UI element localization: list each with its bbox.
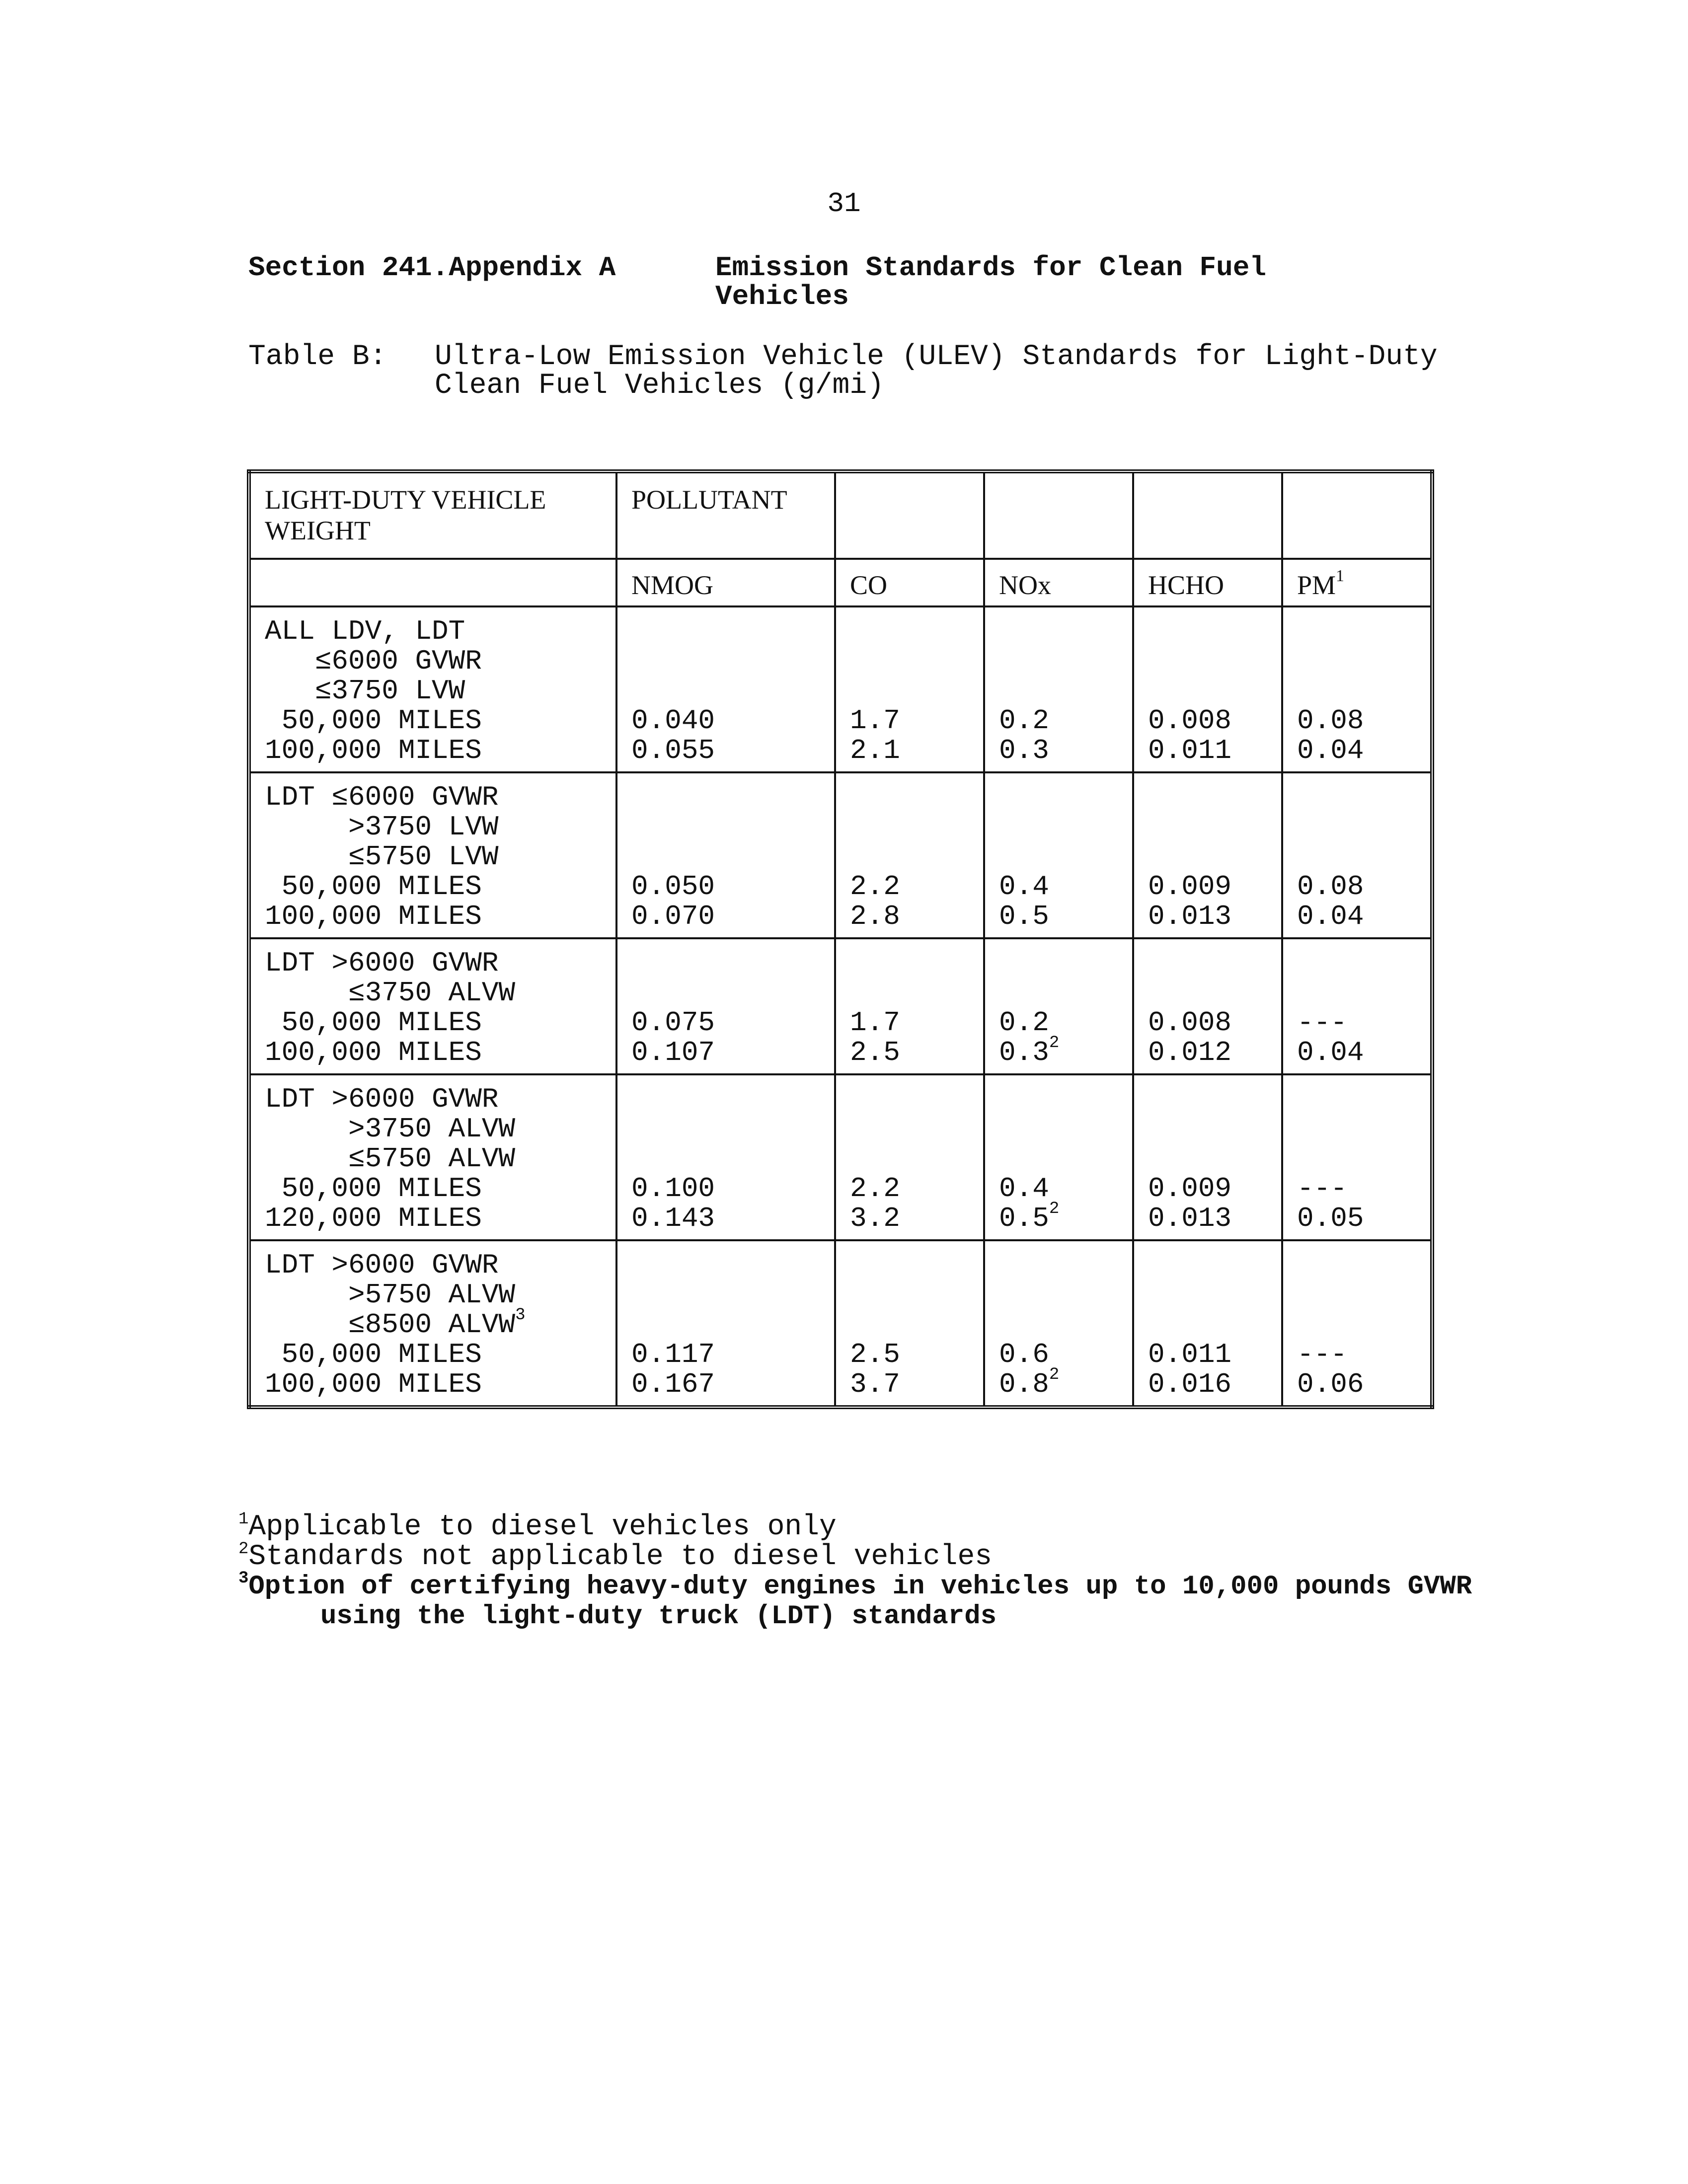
column-header-pm [1282,559,1432,606]
nmog-cell [616,606,835,772]
nox-value: 0.5 [999,901,1049,932]
weight-class-line: >3750 LVW [265,811,499,843]
nox-cell [984,606,1133,772]
pm-label: PM [1297,570,1336,600]
header-empty-cell [249,559,616,606]
table-caption-text: Ultra-Low Emission Vehicle (ULEV) Standards for Light-Duty Clean Fuel Vehicles (g/mi) [435,341,1438,402]
table-header-row [249,471,1432,559]
nmog-cell [616,1074,835,1240]
section-title: Emission Standards for Clean Fuel Vehicles [715,252,1266,312]
nmog-value: 0.055 [631,735,715,766]
pm-value: --- [1297,1339,1347,1370]
hcho-value: 0.008 [1148,705,1232,737]
header-pollutant: POLLUTANT [616,471,835,559]
mileage-line: 50,000 MILES [265,1007,482,1039]
nox-value: 0.3 [999,735,1049,766]
co-value: 2.5 [850,1037,900,1068]
nox-cell [984,1074,1133,1240]
footnote-3 [238,1569,1537,1632]
pm-value: 0.04 [1297,735,1364,766]
co-value: 2.8 [850,901,900,932]
nox-value: 0.2 [999,1007,1049,1039]
footnote-mark: 1 [238,1510,249,1529]
nox-value: 0.6 [999,1339,1049,1370]
mileage-line: 50,000 MILES [265,1173,482,1205]
footnote-text: Applicable to diesel vehicles only [248,1511,837,1543]
nmog-value: 0.070 [631,901,715,932]
hcho-value: 0.008 [1148,1007,1232,1039]
mileage-line: 100,000 MILES [265,1037,482,1068]
pm-value: 0.08 [1297,871,1364,903]
nox-value: 0.2 [999,705,1049,737]
nox-value: 0.4 [999,871,1049,903]
co-value: 3.7 [850,1368,900,1400]
weight-class-line: ≤3750 LVW [265,675,465,707]
pm-value: --- [1297,1173,1347,1205]
weight-class-line: ≤5750 ALVW [265,1143,516,1175]
hcho-value: 0.009 [1148,871,1232,903]
hcho-cell [1133,772,1282,938]
hcho-cell [1133,938,1282,1074]
nmog-value: 0.100 [631,1173,715,1205]
weight-footnote-mark: 3 [515,1306,526,1325]
weight-class-line: LDT ≤6000 GVWR [265,781,499,813]
footnotes [238,1512,1537,1632]
co-value: 3.2 [850,1203,900,1234]
mileage-line: 50,000 MILES [265,705,482,737]
co-value: 2.5 [850,1339,900,1370]
co-value: 2.1 [850,735,900,766]
footnote-2 [238,1542,1537,1572]
vehicle-weight-cell [249,606,616,772]
header-empty-cell [835,471,984,559]
section-label: Section 241.Appendix A [248,252,616,284]
weight-class-line: LDT >6000 GVWR [265,1083,499,1115]
table-row [249,606,1432,772]
nox-cell [984,772,1133,938]
vehicle-weight-cell [249,1240,616,1407]
hcho-cell [1133,606,1282,772]
weight-class-line: LDT >6000 GVWR [265,1249,499,1281]
co-value: 2.2 [850,1173,900,1205]
nox-footnote-mark: 2 [1049,1034,1060,1053]
column-header-nmog: NMOG [616,559,835,606]
nmog-cell [616,772,835,938]
mileage-line: 50,000 MILES [265,871,482,903]
hcho-value: 0.016 [1148,1368,1232,1400]
weight-class-text: ≤8500 ALVW [265,1309,516,1341]
pm-value: 0.04 [1297,1037,1364,1068]
footnote-mark: 3 [238,1569,249,1588]
header-empty-cell [984,471,1133,559]
hcho-value: 0.013 [1148,1203,1232,1234]
page-number: 31 [827,188,861,220]
nmog-value: 0.117 [631,1339,715,1370]
table-column-header-row [249,559,1432,606]
mileage-line: 100,000 MILES [265,901,482,932]
mileage-line: 100,000 MILES [265,735,482,766]
footnote-text: Option of certifying heavy-duty engines in vehicles up to 10,000 pounds GVWR using the light-duty truck (LDT) standards [248,1572,1472,1632]
weight-class-line: ALL LDV, LDT [265,615,465,647]
nox-footnote-mark: 2 [1049,1365,1060,1384]
weight-class-line: >5750 ALVW [265,1279,516,1311]
weight-class-line [265,1306,602,1341]
pm-cell [1282,606,1432,772]
nmog-value: 0.107 [631,1037,715,1068]
nmog-value: 0.050 [631,871,715,903]
nmog-value: 0.143 [631,1203,715,1234]
co-cell [835,1074,984,1240]
pm-footnote-mark: 1 [1336,567,1345,585]
table-caption-label: Table B: [248,341,387,373]
footnote-text: Standards not applicable to diesel vehicles [248,1541,993,1573]
footnote-1 [238,1512,1537,1542]
vehicle-weight-cell [249,1074,616,1240]
nox-value: 0.4 [999,1173,1049,1205]
mileage-line: 50,000 MILES [265,1339,482,1370]
header-empty-cell [1282,471,1432,559]
pm-value: 0.04 [1297,901,1364,932]
nmog-value: 0.075 [631,1007,715,1039]
mileage-line: 120,000 MILES [265,1203,482,1234]
table-row [249,1074,1432,1240]
pm-value: --- [1297,1007,1347,1039]
table-row [249,1240,1432,1407]
weight-class-line: LDT >6000 GVWR [265,947,499,979]
header-empty-cell [1133,471,1282,559]
co-value: 1.7 [850,1007,900,1039]
nox-value: $0.8^2$ [999,1365,1060,1400]
ulev-standards-table [247,469,1434,1409]
vehicle-weight-cell [249,938,616,1074]
weight-class-line: ≤3750 ALVW [265,977,516,1009]
weight-class-line: >3750 ALVW [265,1113,516,1145]
co-value: 1.7 [850,705,900,737]
header-weight: LIGHT-DUTY VEHICLE WEIGHT [249,471,616,559]
pm-value: 0.06 [1297,1368,1364,1400]
pm-cell [1282,938,1432,1074]
nox-cell [984,1240,1133,1407]
column-header-nox: NOx [984,559,1133,606]
co-cell [835,1240,984,1407]
column-header-hcho: HCHO [1133,559,1282,606]
hcho-cell [1133,1240,1282,1407]
nox-cell [984,938,1133,1074]
co-cell [835,606,984,772]
pm-value: 0.05 [1297,1203,1364,1234]
nmog-value: 0.040 [631,705,715,737]
co-cell [835,772,984,938]
hcho-value: 0.013 [1148,901,1232,932]
nmog-value: 0.167 [631,1368,715,1400]
hcho-cell [1133,1074,1282,1240]
co-value: 2.2 [850,871,900,903]
hcho-value: 0.011 [1148,1339,1232,1370]
nox-value: $0.3^2$ [999,1034,1060,1068]
hcho-value: 0.012 [1148,1037,1232,1068]
hcho-value: 0.009 [1148,1173,1232,1205]
weight-class-line: ≤6000 GVWR [265,645,482,677]
pm-value: 0.08 [1297,705,1364,737]
nox-value: $0.5^2$ [999,1200,1060,1234]
weight-class-line: ≤5750 LVW [265,841,499,873]
vehicle-weight-cell [249,772,616,938]
nmog-cell [616,1240,835,1407]
pm-cell [1282,1074,1432,1240]
footnote-mark: 2 [238,1540,249,1559]
nmog-cell [616,938,835,1074]
table-row [249,772,1432,938]
column-header-co: CO [835,559,984,606]
mileage-line: 100,000 MILES [265,1368,482,1400]
hcho-value: 0.011 [1148,735,1232,766]
table-row [249,938,1432,1074]
pm-cell [1282,772,1432,938]
nox-footnote-mark: 2 [1049,1200,1060,1218]
pm-cell [1282,1240,1432,1407]
co-cell [835,938,984,1074]
